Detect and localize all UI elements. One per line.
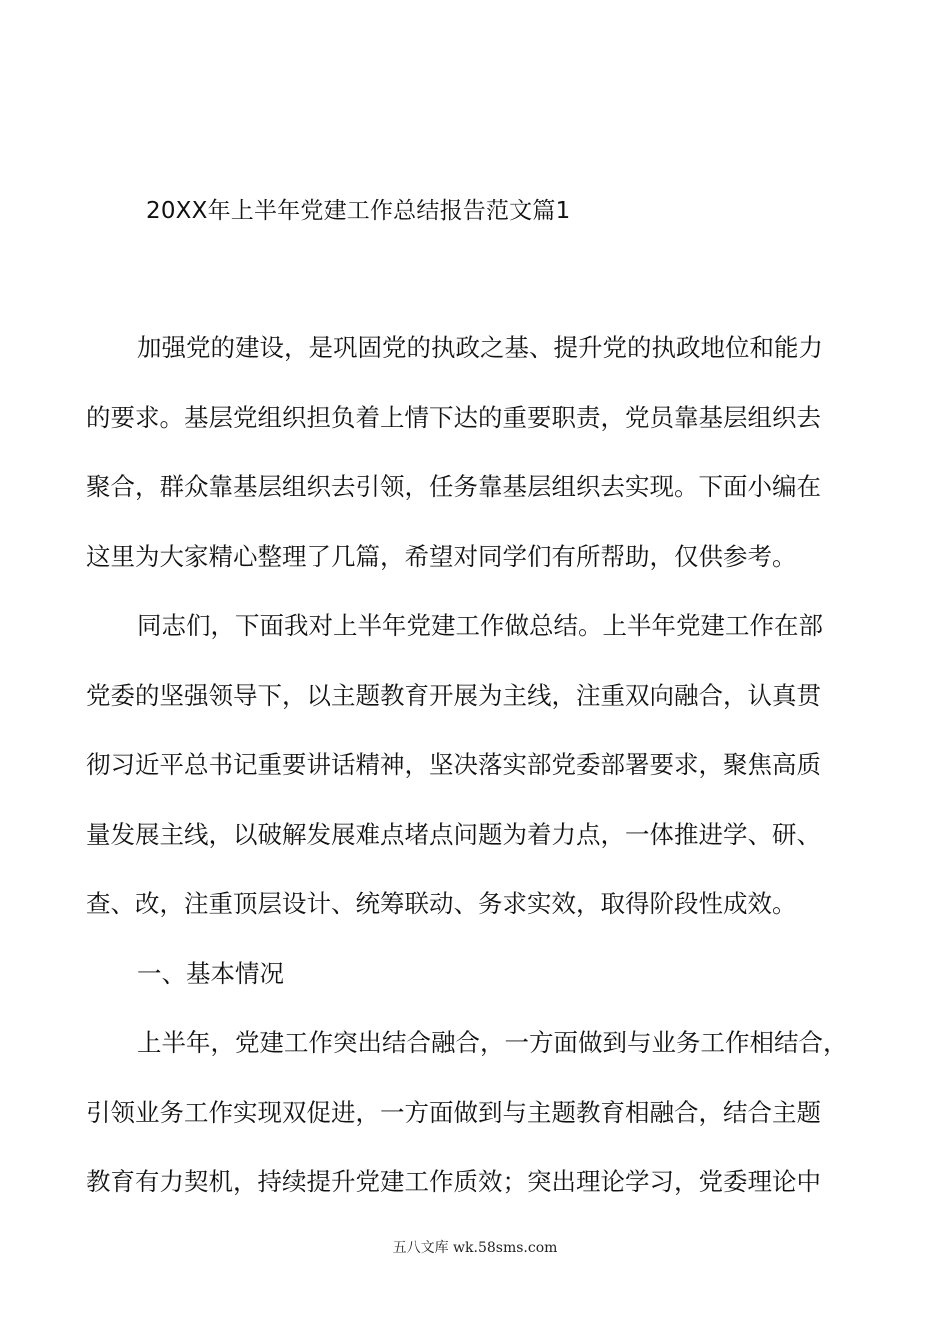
paragraph-line: 查、改，注重顶层设计、统筹联动、务求实效，取得阶段性成效。 <box>86 889 797 918</box>
section-heading: 一、基本情况 <box>137 958 284 988</box>
paragraph-line: 加强党的建设，是巩固党的执政之基、提升党的执政地位和能力 <box>137 333 823 362</box>
paragraph-line: 教育有力契机，持续提升党建工作质效；突出理论学习，党委理论中 <box>86 1167 821 1196</box>
paragraph-line: 的要求。基层党组织担负着上情下达的重要职责，党员靠基层组织去 <box>86 402 821 432</box>
paragraph-line: 聚合，群众靠基层组织去引领，任务靠基层组织去实现。下面小编在 <box>86 472 821 501</box>
paragraph-line: 上半年，党建工作突出结合融合，一方面做到与业务工作相结合， <box>137 1028 848 1057</box>
paragraph-line: 党委的坚强领导下，以主题教育开展为主线，注重双向融合，认真贯 <box>86 680 821 710</box>
paragraph-line: 引领业务工作实现双促进，一方面做到与主题教育相融合，结合主题 <box>86 1097 821 1127</box>
page-footer: 五八文库 wk.58sms.com <box>392 1240 558 1256</box>
paragraph-line: 同志们，下面我对上半年党建工作做总结。上半年党建工作在部 <box>137 611 823 640</box>
document-body <box>86 328 866 1232</box>
paragraph-line: 这里为大家精心整理了几篇，希望对同学们有所帮助，仅供参考。 <box>86 541 797 571</box>
paragraph-line: 量发展主线，以破解发展难点堵点问题为着力点，一体推进学、研、 <box>86 819 821 849</box>
document-title: 20XX年上半年党建工作总结报告范文篇1 <box>146 198 571 224</box>
paragraph-line: 彻习近平总书记重要讲话精神，坚决落实部党委部署要求，聚焦高质 <box>86 750 821 779</box>
